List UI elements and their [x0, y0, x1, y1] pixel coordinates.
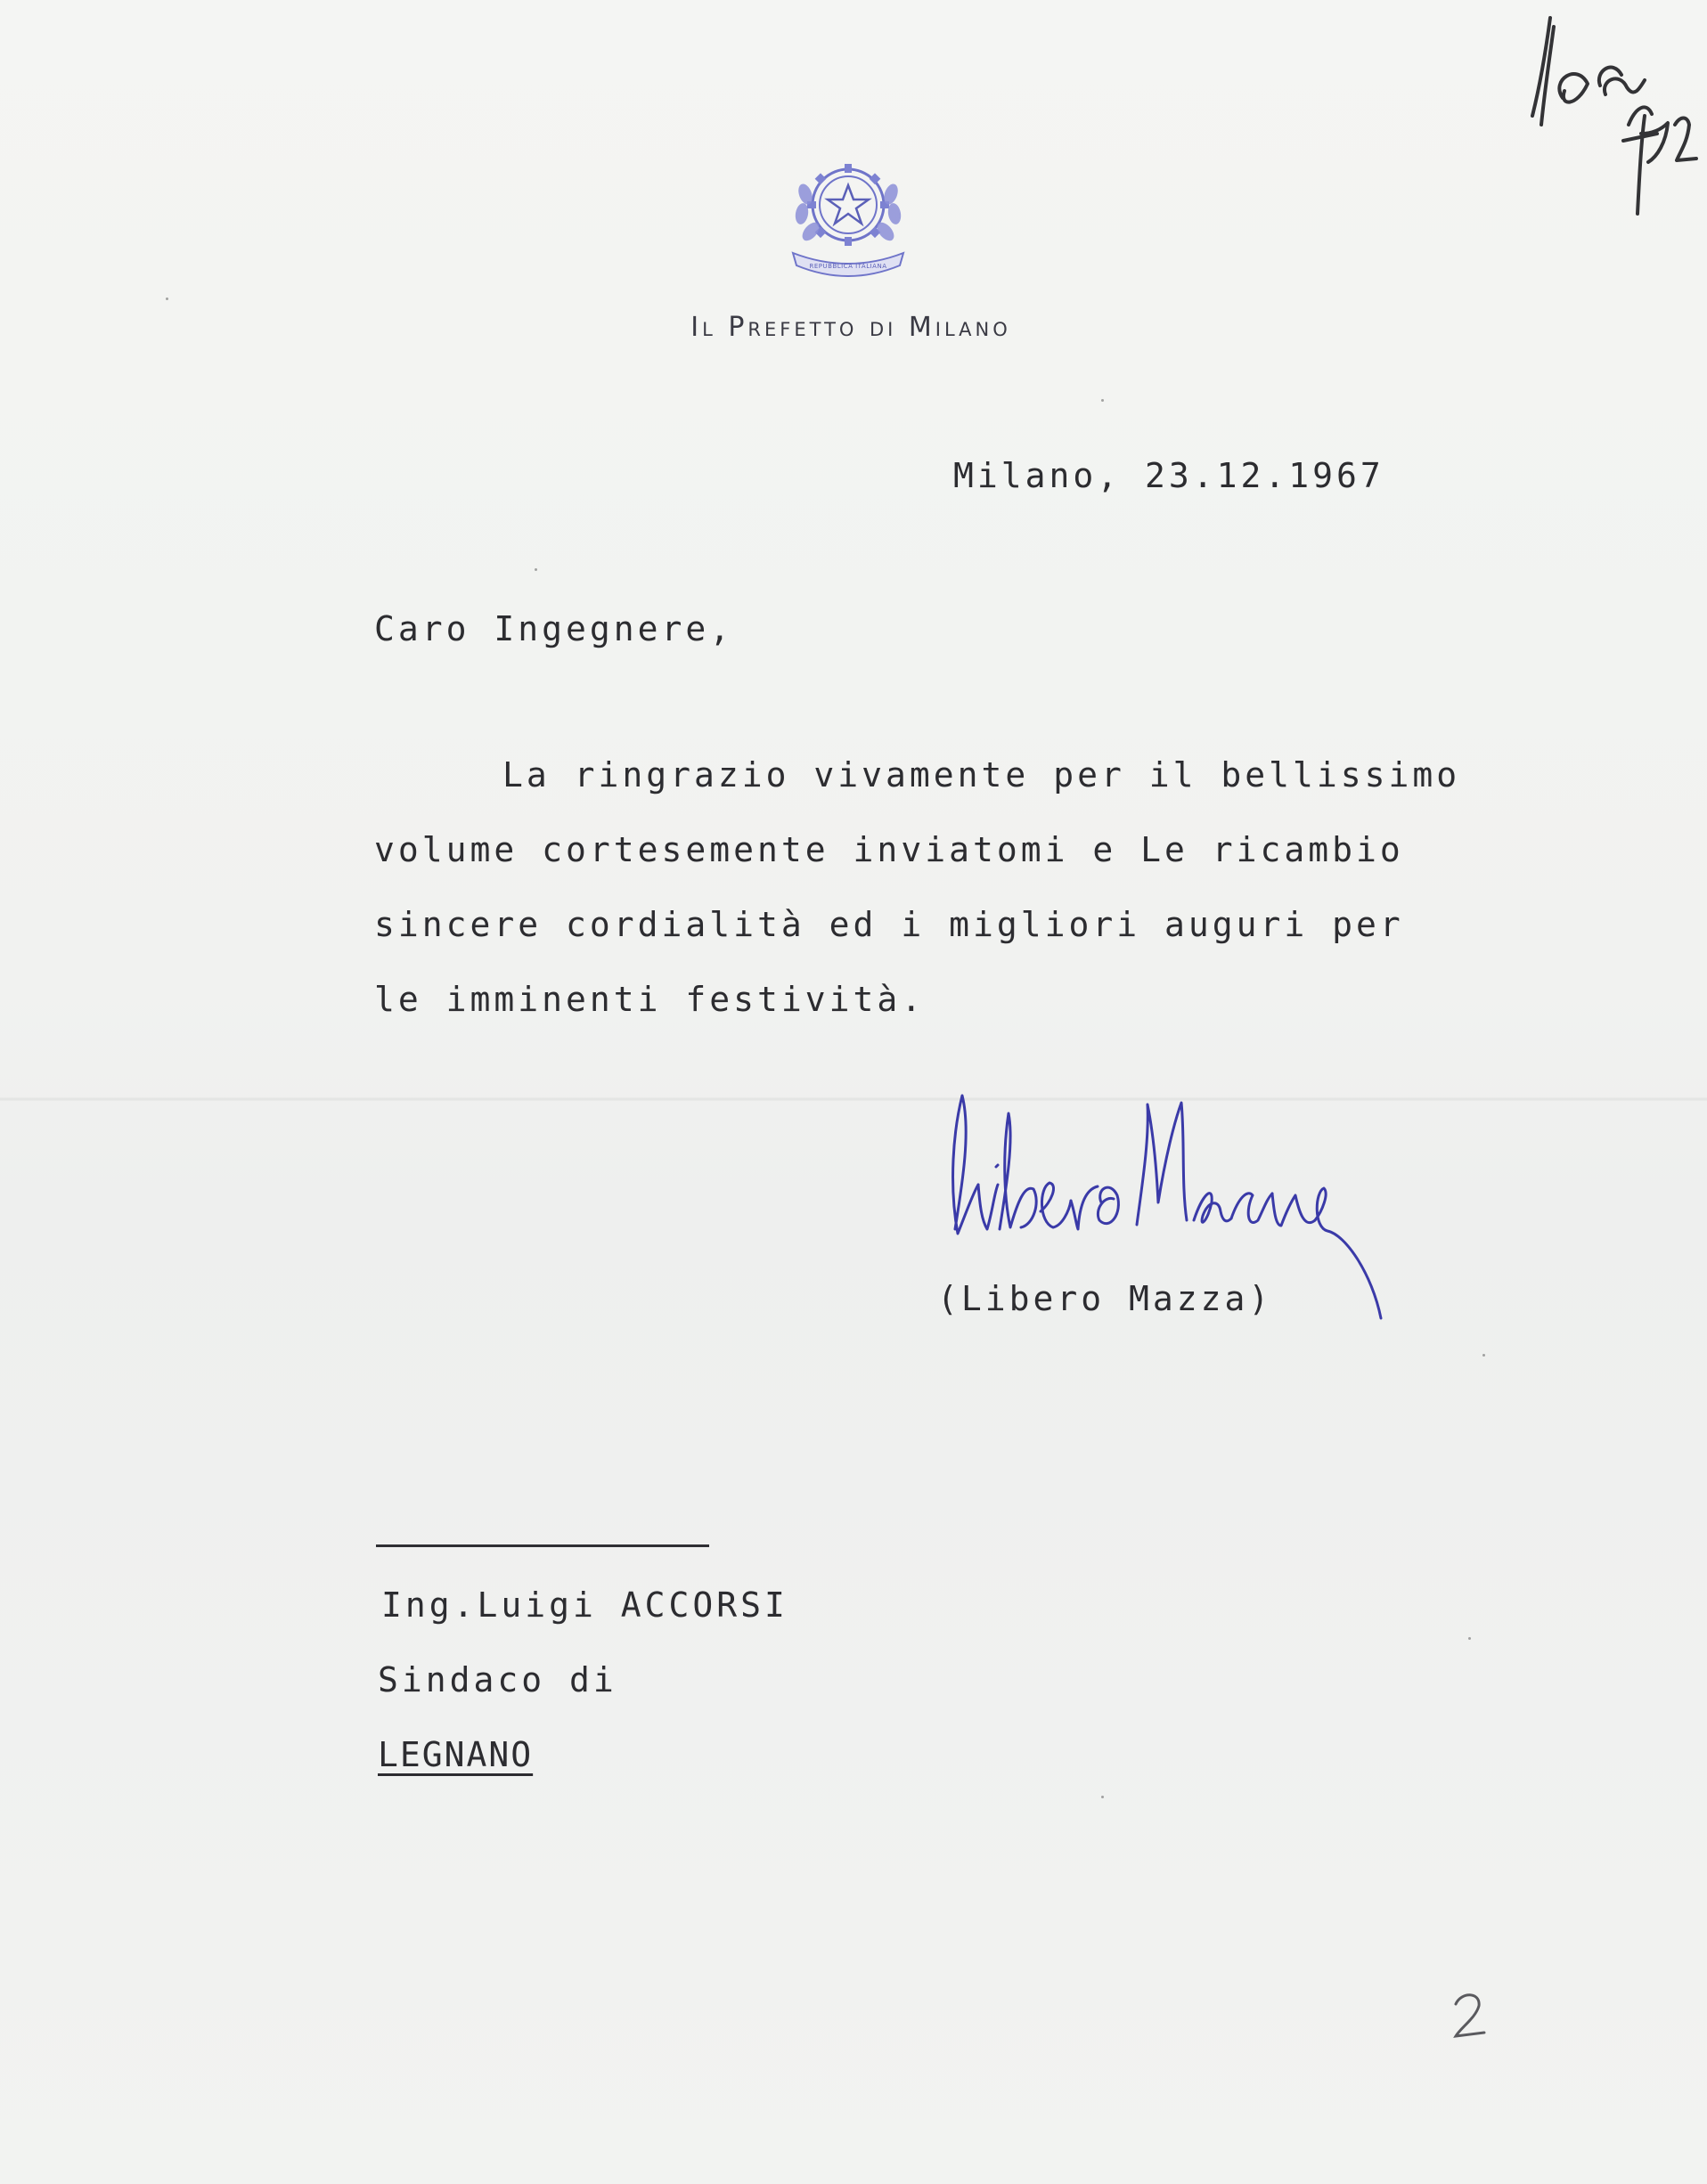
handwritten-annotation: [1523, 9, 1702, 232]
letter-body-line-3: sincere cordialità ed i migliori auguri per: [374, 905, 1404, 944]
letter-date: Milano, 23.12.1967: [953, 456, 1384, 495]
letter-salutation: Caro Ingegnere,: [374, 609, 734, 648]
recipient-name: Ing.Luigi ACCORSI: [381, 1585, 788, 1625]
italian-republic-emblem-icon: [786, 150, 911, 283]
letterhead-title: Il Prefetto di Milano: [690, 312, 1011, 343]
letter-body-line-2: volume cortesemente inviatomi e Le ricambio: [374, 830, 1404, 869]
paper-speck: [535, 568, 537, 571]
emblem-ribbon-text: REPUBBLICA ITALIANA: [809, 263, 887, 270]
paper-speck: [1468, 1637, 1471, 1640]
letter-body-line-1: La ringrazio vivamente per il bellissimo: [502, 755, 1461, 795]
recipient-divider-line: [376, 1544, 709, 1547]
recipient-title: Sindaco di: [378, 1660, 617, 1699]
letter-body-line-4: le imminenti festività.: [374, 980, 926, 1019]
paper-speck: [1101, 1796, 1104, 1798]
paper-fold-crease: [0, 1097, 1707, 1101]
signatory-name: (Libero Mazza): [937, 1279, 1273, 1318]
paper-speck: [1101, 399, 1104, 402]
paper-speck: [1482, 1354, 1485, 1357]
recipient-city: LEGNANO: [378, 1735, 534, 1774]
page-number-mark: [1443, 1977, 1497, 2049]
paper-speck: [166, 297, 168, 300]
